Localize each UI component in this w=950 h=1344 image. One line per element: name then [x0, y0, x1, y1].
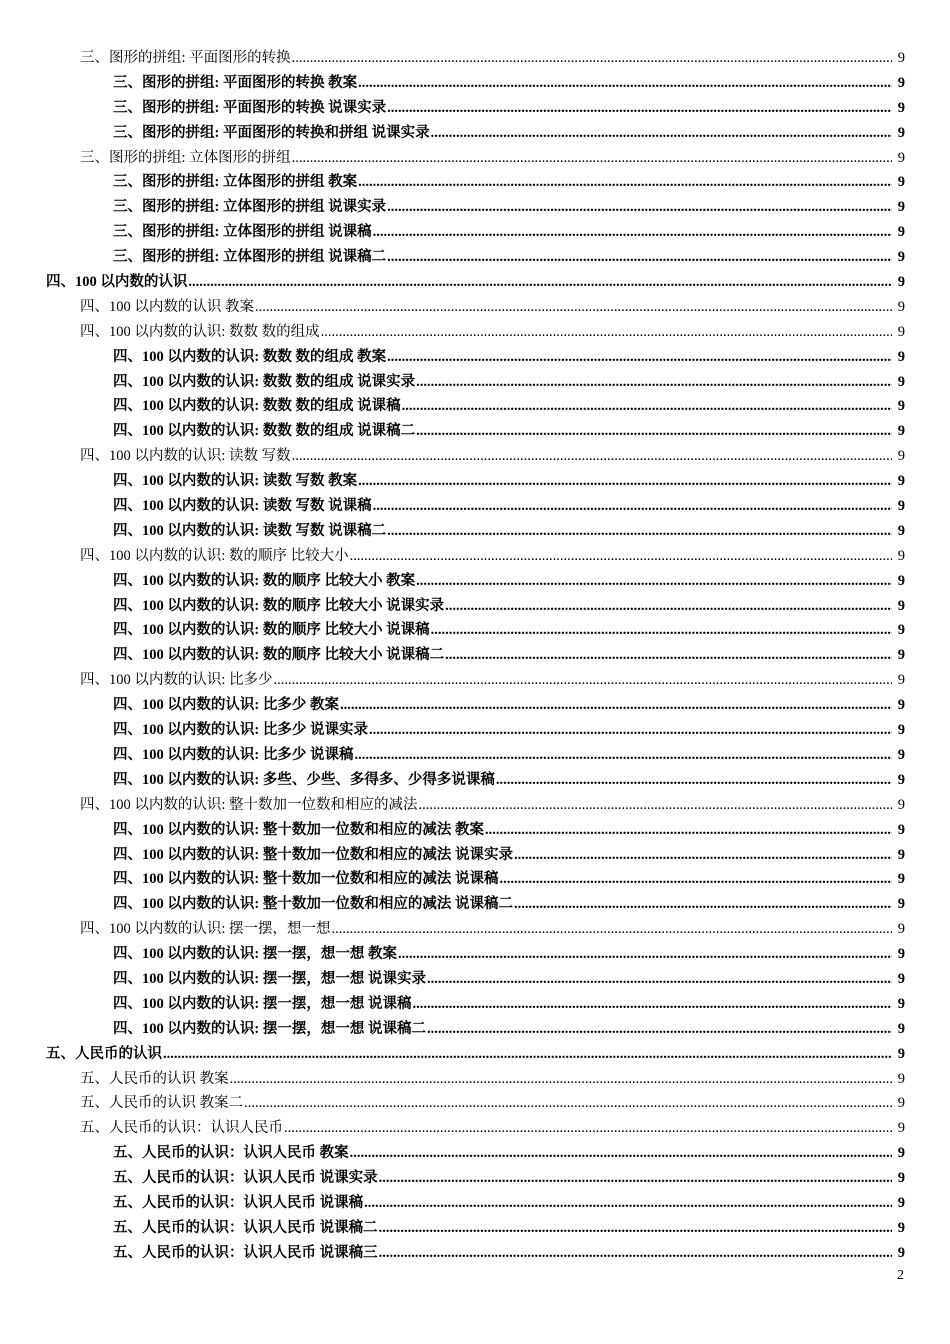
dot-leader [431, 618, 892, 643]
toc-entry[interactable] [0, 170, 950, 195]
toc-entry-page: 9 [897, 921, 905, 938]
toc-entry-title: 五、人民币的认识 [46, 1045, 162, 1062]
toc-entry[interactable] [0, 668, 950, 693]
dot-leader [416, 569, 892, 594]
dot-leader [496, 768, 892, 793]
dot-leader [321, 320, 892, 345]
toc-entry-page: 9 [897, 149, 905, 166]
dot-leader [364, 1191, 892, 1216]
toc-entry[interactable] [0, 519, 950, 544]
toc-entry-page: 9 [897, 946, 905, 963]
toc-entry-title: 四、100 以内数的认识: 比多少 [80, 672, 273, 689]
dot-leader [398, 942, 892, 967]
toc-entry[interactable] [0, 220, 950, 245]
toc-entry-title: 三、图形的拼组: 立体图形的拼组 教案 [113, 174, 358, 191]
toc-entry[interactable] [0, 195, 950, 220]
toc-entry[interactable] [0, 1141, 950, 1166]
dot-leader [387, 195, 892, 220]
toc-entry[interactable] [0, 71, 950, 96]
toc-entry-title: 四、100 以内数的认识: 数数 数的组成 [80, 323, 320, 340]
toc-entry[interactable] [0, 967, 950, 992]
toc-entry-title: 三、图形的拼组: 立体图形的拼组 说课稿二 [113, 249, 387, 266]
toc-entry[interactable] [0, 917, 950, 942]
toc-entry[interactable] [0, 1166, 950, 1191]
toc-entry-page: 9 [897, 99, 905, 116]
toc-entry-title: 五、人民币的认识：认识人民币 说课实录 [113, 1170, 378, 1187]
dot-leader [332, 917, 892, 942]
dot-leader [284, 1116, 892, 1141]
toc-entry[interactable] [0, 1017, 950, 1042]
toc-entry-title: 三、图形的拼组: 立体图形的拼组 [80, 149, 291, 166]
toc-entry[interactable] [0, 643, 950, 668]
toc-entry-page: 9 [897, 74, 905, 91]
toc-entry[interactable] [0, 494, 950, 519]
dot-leader [445, 643, 892, 668]
toc-entry[interactable] [0, 544, 950, 569]
toc-entry-page: 9 [897, 423, 905, 440]
toc-entry-title: 四、100 以内数的认识: 数数 数的组成 说课稿二 [113, 423, 416, 440]
toc-entry-page: 9 [897, 771, 905, 788]
toc-entry-page: 9 [897, 1145, 905, 1162]
table-of-contents [0, 46, 950, 1266]
toc-entry-page: 9 [897, 672, 905, 689]
toc-entry[interactable] [0, 693, 950, 718]
dot-leader [188, 270, 892, 295]
toc-entry-page: 9 [897, 199, 905, 216]
toc-entry-page: 9 [897, 1120, 905, 1137]
toc-entry-page: 9 [897, 498, 905, 515]
dot-leader [255, 295, 892, 320]
dot-leader [274, 668, 892, 693]
toc-entry-title: 四、100 以内数的认识: 摆一摆，想一想 [80, 921, 331, 938]
toc-entry-title: 四、100 以内数的认识: 读数 写数 [80, 448, 291, 465]
toc-entry-title: 四、100 以内数的认识: 整十数加一位数和相应的减法 说课稿 [113, 871, 499, 888]
toc-entry[interactable] [0, 743, 950, 768]
dot-leader [387, 345, 892, 370]
dot-leader [379, 1216, 892, 1241]
toc-entry[interactable] [0, 444, 950, 469]
toc-entry-title: 四、100 以内数的认识: 摆一摆，想一想 说课稿二 [113, 1020, 426, 1037]
toc-entry-page: 9 [897, 1020, 905, 1037]
toc-entry-page: 9 [897, 697, 905, 714]
dot-leader [416, 419, 892, 444]
toc-entry-title: 四、100 以内数的认识: 数的顺序 比较大小 教案 [113, 572, 416, 589]
toc-entry-title: 四、100 以内数的认识: 数数 数的组成 说课稿 [113, 398, 401, 415]
toc-entry-page: 9 [897, 473, 905, 490]
toc-entry[interactable] [0, 992, 950, 1017]
toc-entry-page: 9 [897, 547, 905, 564]
dot-leader [499, 867, 892, 892]
dot-leader [485, 818, 892, 843]
dot-leader [244, 1091, 892, 1116]
dot-leader [402, 394, 892, 419]
dot-leader [292, 146, 892, 171]
toc-entry-title: 三、图形的拼组: 平面图形的转换 教案 [113, 74, 358, 91]
toc-entry-title: 四、100 以内数的认识: 摆一摆，想一想 教案 [113, 946, 397, 963]
dot-leader [354, 743, 892, 768]
toc-entry-page: 9 [897, 124, 905, 141]
toc-entry-title: 四、100 以内数的认识: 数数 数的组成 说课实录 [113, 373, 416, 390]
dot-leader [292, 46, 892, 71]
toc-entry-title: 四、100 以内数的认识: 数的顺序 比较大小 [80, 547, 349, 564]
toc-entry[interactable] [0, 569, 950, 594]
toc-entry[interactable] [0, 46, 950, 71]
toc-entry-page: 9 [897, 622, 905, 639]
toc-entry[interactable] [0, 768, 950, 793]
toc-entry-title: 三、图形的拼组: 立体图形的拼组 说课稿 [113, 224, 372, 241]
dot-leader [419, 793, 892, 818]
toc-entry[interactable] [0, 867, 950, 892]
toc-entry-title: 四、100 以内数的认识: 摆一摆，想一想 说课稿 [113, 995, 412, 1012]
toc-entry[interactable] [0, 843, 950, 868]
toc-entry[interactable] [0, 96, 950, 121]
toc-entry[interactable] [0, 469, 950, 494]
toc-entry-page: 9 [897, 572, 905, 589]
dot-leader [416, 370, 892, 395]
toc-entry-title: 四、100 以内数的认识 教案 [80, 298, 254, 315]
toc-entry[interactable] [0, 1241, 950, 1266]
toc-entry-title: 四、100 以内数的认识: 读数 写数 说课稿二 [113, 522, 387, 539]
toc-entry-title: 四、100 以内数的认识: 整十数加一位数和相应的减法 说课实录 [113, 846, 513, 863]
dot-leader [427, 967, 892, 992]
toc-entry-title: 三、图形的拼组: 平面图形的转换 说课实录 [113, 99, 387, 116]
dot-leader [514, 843, 892, 868]
dot-leader [427, 1017, 892, 1042]
toc-entry[interactable] [0, 1216, 950, 1241]
dot-leader [387, 519, 892, 544]
toc-entry-title: 五、人民币的认识：认识人民币 [80, 1120, 283, 1137]
toc-entry[interactable] [0, 1191, 950, 1216]
toc-entry-page: 9 [897, 821, 905, 838]
toc-entry[interactable] [0, 320, 950, 345]
dot-leader [412, 992, 892, 1017]
toc-entry-title: 五、人民币的认识：认识人民币 说课稿三 [113, 1244, 378, 1261]
toc-entry-title: 四、100 以内数的认识: 比多少 说课实录 [113, 722, 368, 739]
toc-entry-page: 9 [897, 373, 905, 390]
toc-entry[interactable] [0, 270, 950, 295]
toc-entry-page: 9 [897, 298, 905, 315]
dot-leader [387, 245, 892, 270]
toc-entry-title: 三、图形的拼组: 平面图形的转换和拼组 说课实录 [113, 124, 430, 141]
dot-leader [387, 96, 892, 121]
toc-entry-page: 9 [897, 249, 905, 266]
toc-entry-title: 三、图形的拼组: 平面图形的转换 [80, 50, 291, 66]
toc-entry[interactable] [0, 892, 950, 917]
toc-entry-title: 四、100 以内数的认识: 比多少 教案 [113, 697, 339, 714]
toc-entry-page: 9 [897, 522, 905, 539]
toc-entry-page: 9 [897, 1045, 905, 1062]
toc-entry-page: 9 [897, 1070, 905, 1087]
toc-entry-page: 9 [897, 224, 905, 241]
toc-entry-page: 9 [897, 348, 905, 365]
dot-leader [373, 494, 892, 519]
toc-entry-page: 9 [897, 846, 905, 863]
toc-entry[interactable] [0, 618, 950, 643]
toc-entry-title: 四、100 以内数的认识: 多些、少些、多得多、少得多说课稿 [113, 771, 495, 788]
dot-leader [514, 892, 892, 917]
toc-entry[interactable] [0, 146, 950, 171]
toc-entry-title: 四、100 以内数的认识: 读数 写数 说课稿 [113, 498, 372, 515]
dot-leader [358, 170, 892, 195]
toc-entry-page: 9 [897, 722, 905, 739]
toc-entry[interactable] [0, 1116, 950, 1141]
toc-entry-title: 四、100 以内数的认识: 比多少 说课稿 [113, 746, 354, 763]
toc-entry-page: 9 [897, 323, 905, 340]
toc-entry-title: 五、人民币的认识：认识人民币 说课稿 [113, 1194, 364, 1211]
dot-leader [358, 71, 892, 96]
toc-entry-page: 9 [897, 597, 905, 614]
toc-entry-title: 四、100 以内数的认识: 整十数加一位数和相应的减法 说课稿二 [113, 896, 513, 913]
toc-entry-title: 四、100 以内数的认识: 摆一摆，想一想 说课实录 [113, 970, 426, 987]
toc-entry-page: 9 [897, 995, 905, 1012]
toc-entry-title: 四、100 以内数的认识 [46, 274, 188, 291]
toc-entry[interactable] [0, 718, 950, 743]
toc-entry[interactable] [0, 245, 950, 270]
dot-leader [431, 121, 892, 146]
page-number: 2 [897, 1268, 904, 1283]
toc-entry-title: 四、100 以内数的认识: 数数 数的组成 教案 [113, 348, 387, 365]
dot-leader [350, 1141, 892, 1166]
toc-entry-page: 9 [897, 647, 905, 664]
toc-entry-title: 五、人民币的认识：认识人民币 说课稿二 [113, 1219, 378, 1236]
toc-entry[interactable] [0, 1067, 950, 1092]
toc-entry-page: 9 [897, 970, 905, 987]
toc-entry[interactable] [0, 818, 950, 843]
toc-entry-page: 9 [897, 896, 905, 913]
toc-entry-title: 四、100 以内数的认识: 数的顺序 比较大小 说课稿二 [113, 647, 445, 664]
dot-leader [379, 1241, 892, 1266]
toc-entry-title: 四、100 以内数的认识: 读数 写数 教案 [113, 473, 358, 490]
dot-leader [163, 1042, 892, 1067]
toc-entry-title: 五、人民币的认识 教案二 [80, 1095, 244, 1112]
dot-leader [379, 1166, 892, 1191]
toc-entry-title: 四、100 以内数的认识: 整十数加一位数和相应的减法 [80, 796, 418, 813]
toc-entry-page: 9 [897, 448, 905, 465]
toc-entry-page: 9 [897, 274, 905, 291]
toc-entry[interactable] [0, 370, 950, 395]
toc-entry-page: 9 [897, 796, 905, 813]
dot-leader [358, 469, 892, 494]
toc-entry-page: 9 [897, 1219, 905, 1236]
toc-entry-title: 五、人民币的认识：认识人民币 教案 [113, 1145, 349, 1162]
toc-entry-page: 9 [897, 746, 905, 763]
toc-entry[interactable] [0, 345, 950, 370]
toc-entry[interactable] [0, 1091, 950, 1116]
toc-entry-title: 四、100 以内数的认识: 数的顺序 比较大小 说课实录 [113, 597, 445, 614]
dot-leader [350, 544, 892, 569]
toc-entry-title: 四、100 以内数的认识: 整十数加一位数和相应的减法 教案 [113, 821, 484, 838]
toc-entry[interactable] [0, 1042, 950, 1067]
dot-leader [373, 220, 892, 245]
dot-leader [230, 1067, 892, 1092]
toc-entry-page: 9 [897, 1170, 905, 1187]
toc-entry-page: 9 [897, 871, 905, 888]
toc-entry-title: 三、图形的拼组: 立体图形的拼组 说课实录 [113, 199, 387, 216]
toc-entry-page: 9 [897, 50, 905, 66]
toc-entry[interactable] [0, 942, 950, 967]
toc-entry[interactable] [0, 793, 950, 818]
toc-entry[interactable] [0, 121, 950, 146]
dot-leader [340, 693, 892, 718]
toc-entry[interactable] [0, 594, 950, 619]
toc-entry-page: 9 [897, 174, 905, 191]
toc-entry[interactable] [0, 295, 950, 320]
toc-entry-title: 四、100 以内数的认识: 数的顺序 比较大小 说课稿 [113, 622, 430, 639]
toc-entry-page: 9 [897, 398, 905, 415]
dot-leader [369, 718, 892, 743]
toc-entry[interactable] [0, 394, 950, 419]
toc-entry-title: 五、人民币的认识 教案 [80, 1070, 229, 1087]
toc-entry-page: 9 [897, 1244, 905, 1261]
dot-leader [292, 444, 892, 469]
toc-entry[interactable] [0, 419, 950, 444]
toc-entry-page: 9 [897, 1194, 905, 1211]
toc-entry-page: 9 [897, 1095, 905, 1112]
dot-leader [445, 594, 892, 619]
